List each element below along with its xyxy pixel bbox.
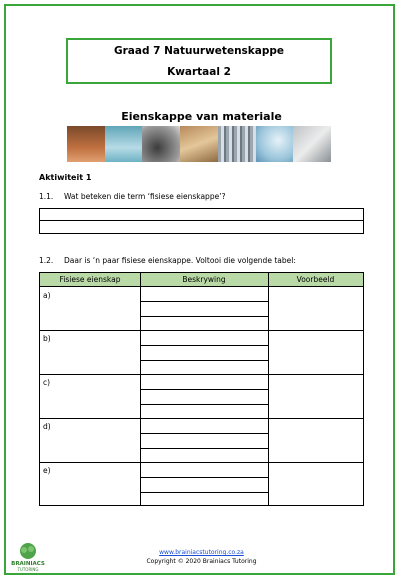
header-description: Beskrywing xyxy=(140,273,268,287)
question-2-number: 1.2. xyxy=(39,256,54,265)
answer-box-1[interactable] xyxy=(39,208,364,234)
row-divider xyxy=(40,374,363,375)
photo-glass xyxy=(105,126,143,162)
row-divider xyxy=(40,462,363,463)
answer-line xyxy=(40,220,363,221)
properties-table xyxy=(39,272,364,506)
description-line xyxy=(140,389,268,390)
row-divider xyxy=(40,330,363,331)
photo-metal xyxy=(218,126,256,162)
description-line xyxy=(140,316,268,317)
page-title: Graad 7 Natuurwetenskappe xyxy=(113,45,285,57)
svg-text:BRAINIACS: BRAINIACS xyxy=(11,561,45,567)
page-subtitle: Kwartaal 2 xyxy=(167,66,231,78)
photo-rope xyxy=(180,126,218,162)
description-line xyxy=(140,301,268,302)
question-1-text: Wat beteken die term ‘fisiese eienskappe’? xyxy=(64,192,226,201)
photo-water xyxy=(256,126,294,162)
photo-stone xyxy=(142,126,180,162)
brainiacs-logo xyxy=(9,541,47,573)
description-line xyxy=(140,345,268,346)
copyright-text: Copyright © 2020 Brainiacs Tutoring xyxy=(146,558,257,565)
description-line xyxy=(140,448,268,449)
row-label-e: e) xyxy=(43,466,51,475)
description-line xyxy=(140,477,268,478)
svg-text:TUTORING: TUTORING xyxy=(17,567,39,572)
header-example: Voorbeeld xyxy=(268,273,363,287)
section-heading: Eienskappe van materiale xyxy=(121,110,282,123)
row-label-c: c) xyxy=(43,378,51,387)
description-line xyxy=(140,360,268,361)
question-2-text: Daar is ‘n paar fisiese eienskappe. Voltooi die volgende tabel: xyxy=(64,256,296,265)
question-1-number: 1.1. xyxy=(39,192,54,201)
photo-wood xyxy=(67,126,105,162)
row-divider xyxy=(40,418,363,419)
row-label-d: d) xyxy=(43,422,51,431)
title-box xyxy=(66,38,332,84)
brain-icon xyxy=(9,541,47,573)
header-physical-property: Fisiese eienskap xyxy=(40,273,140,287)
photo-fabric xyxy=(293,126,331,162)
description-line xyxy=(140,404,268,405)
row-label-a: a) xyxy=(43,291,51,300)
column-divider xyxy=(268,273,269,505)
activity-heading: Aktiwiteit 1 xyxy=(39,173,92,182)
row-label-b: b) xyxy=(43,334,51,343)
description-line xyxy=(140,433,268,434)
website-link[interactable]: www.brainiacstutoring.co.za xyxy=(159,549,244,556)
materials-photo-strip xyxy=(67,126,331,162)
description-line xyxy=(140,492,268,493)
